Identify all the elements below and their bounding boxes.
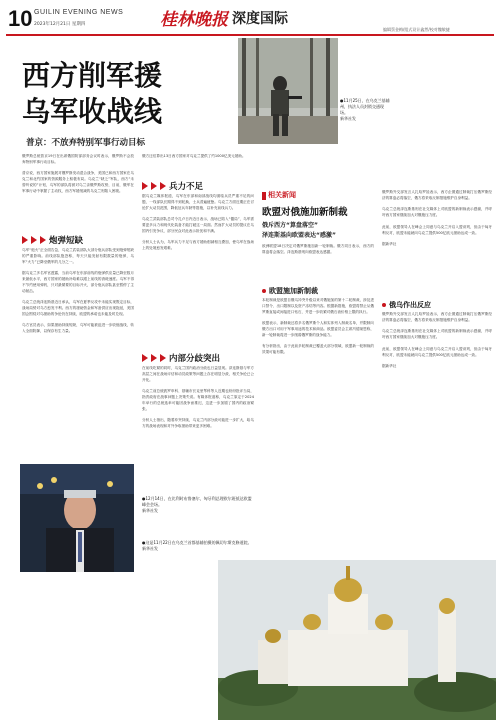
- photo-orban: [20, 464, 134, 572]
- header-rule: [6, 34, 494, 36]
- related-news-lead: 欧洲联盟18日决定对俄罗斯施加新一轮制裁。俄方同日表示，西方的算盘将会落空。泽连斯基则向欧盟表达感激。: [262, 244, 374, 254]
- section-marker-icon: [160, 182, 166, 190]
- intro-paragraphs: 俄罗斯总统普京19日在出席俄国防部部务会议时表示，俄罗斯不会放弃特别军事行动目标。 普京说，西方国家施展对俄罗斯发动混合战争，美国已和西方国家在乌克兰和北约国家的资源服务上积极布局。乌克兰“缺乏”军队，西方“未曾听说的”计划，乌军的部队将被对乌兰亲俄罗斯攻势，目前，俄军在军事行动中掌握了主动权，西方军援削减的乌克兰则陷入困境。: [22, 154, 134, 193]
- section-marker-icon: [142, 354, 148, 362]
- section-marker-icon: [31, 236, 37, 244]
- related-reaction-text: 俄罗斯外交部发言人扎哈罗娃表示，西方企图通过制裁打压俄罗斯经济的算盘必将落空，俄方将采取反制措施维护自身利益。 乌克兰总统泽连斯基则在社交媒体上对欧盟的新制裁表示感谢，并呼吁西方国家继续加大对俄施压力度。 此前，欧盟领导人在峰会上同意与乌克兰开启入盟谈判，但由于匈牙利反对，欧盟未能就向乌克兰提供500亿欧元援助达成一致。 据新华社: [382, 312, 492, 369]
- related-section-sanctions-label: 欧盟施加新制裁: [269, 287, 318, 295]
- related-news-headline: 欧盟对俄施加新制裁: [262, 207, 348, 218]
- section-marker-icon: [142, 182, 148, 190]
- section-heading-division: [142, 352, 220, 364]
- paper-logo: 桂林晚报: [160, 10, 228, 30]
- issue-date: 2023年12月21日 星期四: [34, 22, 86, 27]
- section-heading-division-label: 内部分歧突出: [169, 354, 221, 364]
- page-number: 10: [8, 6, 33, 31]
- main-subtitle: 普京：不放弃特别军事行动目标: [26, 138, 146, 148]
- section-heading-ammo-label: 炮弹短缺: [49, 236, 84, 246]
- section-marker-icon: [160, 354, 166, 362]
- editor-credits: 编辑蔡金梅/组式设计鑫然/校对魏敏捷: [383, 27, 450, 32]
- section-heading-ammo: [22, 234, 83, 246]
- section-heading-troops: [142, 180, 203, 192]
- related-section-reaction-label: 俄乌作出反应: [389, 301, 431, 309]
- photo-monastery: [218, 560, 496, 720]
- section-heading-troops-label: 兵力不足: [169, 182, 204, 192]
- bullet-icon: [382, 303, 386, 307]
- related-section-heading-sanctions: [262, 286, 318, 296]
- headline-line-1: 西方削军援: [22, 59, 163, 92]
- orban-photo-image: [20, 464, 134, 572]
- related-news-sub2: 泽连斯基向欧盟表达“感激”: [262, 232, 336, 239]
- section-marker-icon: [40, 236, 46, 244]
- photo-orban-caption: ●12月14日，在比利时布鲁塞尔，匈牙利总理欧尔班抵达欧盟峰会会场。 新华社发: [142, 496, 252, 513]
- photo-soldier: [238, 38, 338, 144]
- photo-soldier-caption: ●11月25日，在乌克兰基辅州，执法人员封锁交通现场。 新华社发: [340, 98, 390, 121]
- monastery-photo-image: [218, 560, 496, 720]
- section-marker-icon: [151, 354, 157, 362]
- section-marker-icon: [22, 236, 28, 244]
- section-marker-icon: [151, 182, 157, 190]
- paper-name-en: GUILIN EVENING NEWS: [34, 9, 124, 16]
- headline-line-2: 乌军收战线: [22, 95, 163, 128]
- related-column4-text: 俄罗斯外交部发言人扎哈罗娃表示，西方企图通过制裁打压俄罗斯经济的算盘必将落空，俄方将采取反制措施维护自身利益。 乌克兰总统泽连斯基则在社交媒体上对欧盟的新制裁表示感谢，并呼吁西方国家继续加大对俄施压力度。 此前，欧盟领导人在峰会上同意与乌克兰开启入盟谈判，但由于匈牙利反对，欧盟未能就向乌克兰提供500亿欧元援助达成一致。 据新华社: [382, 190, 492, 247]
- column2-lead: 俄方还估算出13日西方国家对乌克兰提供了约1000亿美元援助。: [142, 154, 246, 158]
- bullet-icon: [262, 289, 266, 293]
- main-headline: [22, 58, 162, 130]
- section-division-text: 在前线吃紧的同时，乌克兰国内政治分歧也日益显现。泽连斯基与军方高层之间在战场评估和动员政策等问题上存在明显分歧，相关争论已公开化。 乌克兰前总统波罗申科、基辅市长克里琴科等人近期也纷纷批评当局，指责政府在战事问题上决策失误。有媒体报道称，乌克兰原定于2024年举行的总统选举可能因战争而推迟，这进一步加剧了国内的政治紧张。 分析人士指出，随着冲突持续，乌克兰内部分歧可能进一步扩大，给乌方的战场表现和对外争取援助带来更多困难。: [142, 366, 254, 428]
- section-ammo-text: 乌军“炮火”正全面告急，乌克兰武装部队大部分炮兵部队受到炮弹短缺的严重影响。前线部队抱怨称，每天只能发射有限数量的炮弹，乌军“火力”已降至俄军的几分之一。 据乌克兰多名军官透露，当前乌军在东部前线的炮弹供应量已降至数月来最低水平，西方国家的援助补给难以跟上前线的消耗速度。乌军不得不节约使用弹药，只对最紧要的目标开火，部分炮兵部队甚至暂停了主动射击。 乌克兰总统泽连斯基近日承认，乌军在夏季反攻中未能实现既定目标，战场局势对乌方愈发不利。西方的援助资金和军备供应出现拖延，美国国会围绕对乌援助的争论仍在持续，欧盟的承诺也未能及时兑现。 乌方官员表示，如果援助持续短缺，乌军可能被迫进一步收缩战线，转入全面防御，以保存有生力量。: [22, 248, 134, 334]
- related-sanctions-text: 本轮制裁是欧盟自俄乌冲突升级以来对俄施加的第十二轮制裁，涉及进口禁令、出口限制以及资产冻结等内容。根据新措施，欧盟将禁止从俄罗斯直接或间接进口钻石，并进一步收紧对俄石油价格上限的执行。 欧盟表示，新制裁还将多名俄罗斯个人和实体列入制裁名单，并限制向俄方出口可用于军事用途的技术和商品。欧盟委员会主席冯德莱恩称，新一轮制裁将进一步削弱俄罗斯的战争能力。 有分析指出，由于此前多轮制裁已覆盖大部分领域，欧盟新一轮制裁的效果可能有限。: [262, 298, 374, 355]
- related-news-tag: 相关新闻: [268, 191, 296, 199]
- section-troops-text: 据乌克兰媒体报道，乌军在东部和南部战线均面临兵员严重不足的问题，一线部队长期得不到轮换，士兵普遍疲惫。乌克兰方面近期正在讨论扩大动员范围，降低征兵年龄等措施，以补充前线兵力。 乌克兰武装部队总司令扎卢日内近日表示，战场已陷入“僵局”，乌军需要更多兵力和现代化装备才能打破这一局面。然而扩大动员的提议在乌国内引发争议，部分民众对此表示担忧和不满。 分析人士认为，乌军兵力不足与西方援助削减相互叠加，使乌军在战场上的处境愈发艰难。: [142, 194, 254, 251]
- related-news-sub1: 俄斥西方“算盘落空”: [262, 222, 318, 229]
- related-section-heading-reaction: [382, 300, 431, 310]
- section-title: 深度国际: [232, 8, 292, 24]
- photo-monastery-caption: ●这是11月22日在乌克兰首都基辅拍摄的佩切尔斯克修道院。 新华社发: [142, 540, 252, 551]
- related-column4-lead: [382, 190, 492, 298]
- soldier-photo-image: [238, 38, 338, 144]
- related-news-tag-bar: [262, 192, 266, 200]
